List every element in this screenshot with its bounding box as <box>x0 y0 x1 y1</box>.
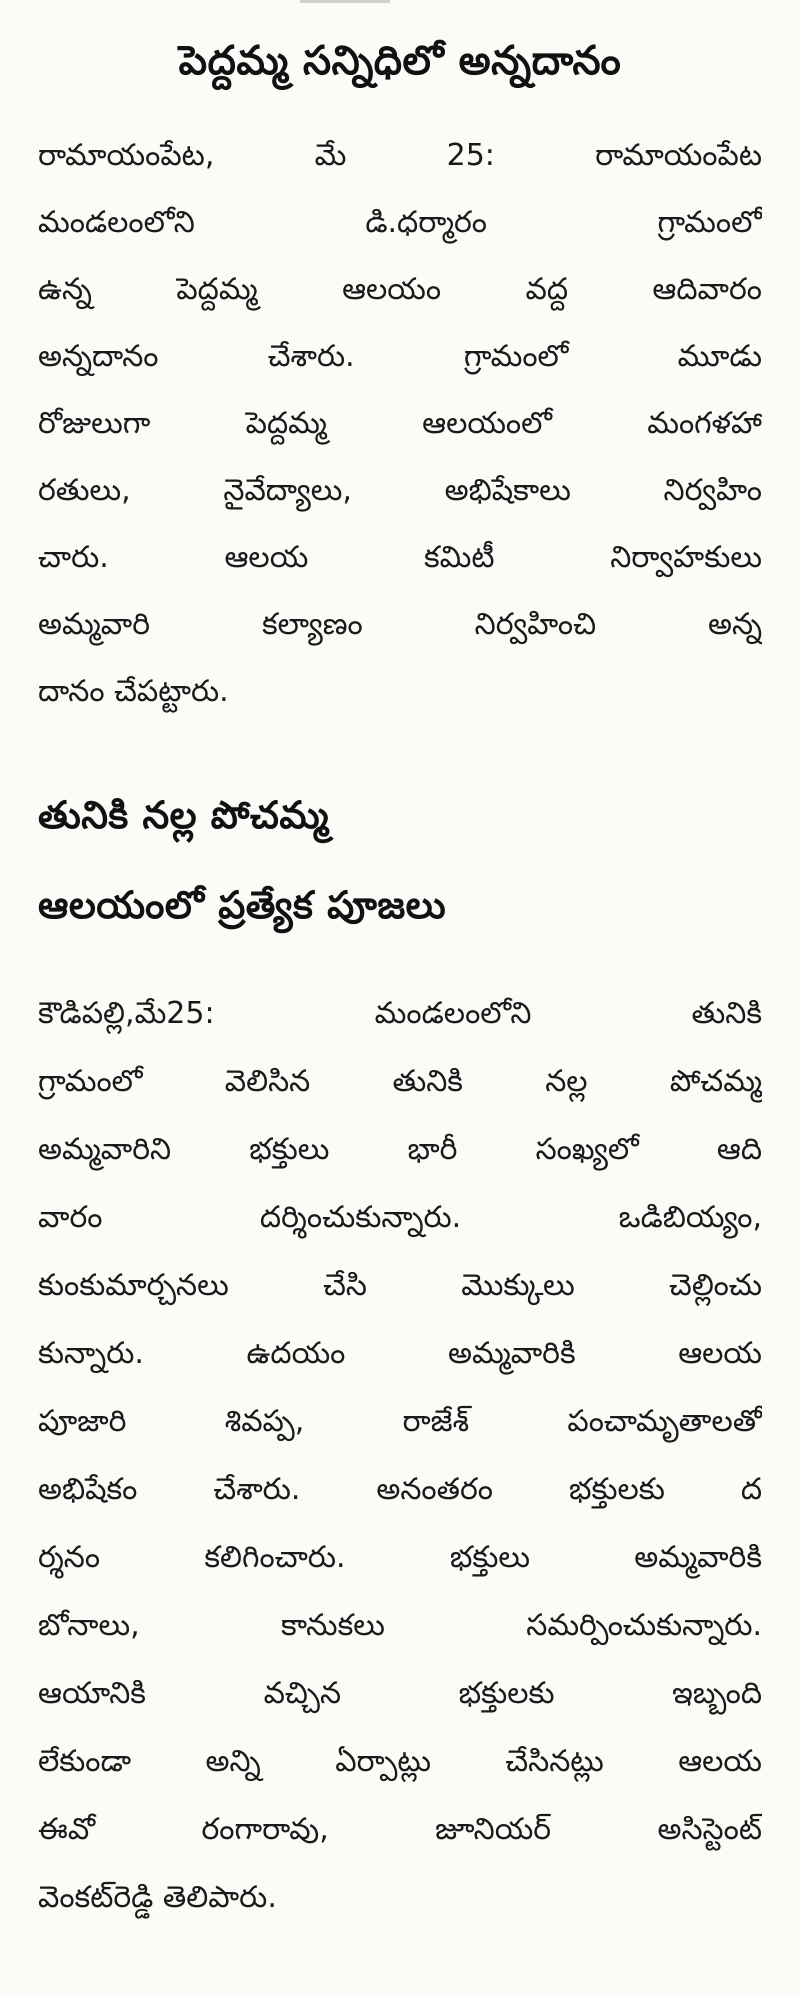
article1-line: మండలంలోని డి.ధర్మారం గ్రామంలో <box>38 205 762 240</box>
article1-line: రతులు, నైవేద్యాలు, అభిషేకాలు నిర్వహిం <box>38 473 762 508</box>
article2-line: వెంకట్‌రెడ్డి తెలిపారు. <box>38 1880 277 1915</box>
article2-line: కుంకుమార్చనలు చేసి మొక్కులు చెల్లించు <box>38 1268 762 1303</box>
article1-headline: పెద్దమ్మ సన్నిధిలో అన్నదానం <box>178 38 622 84</box>
article2-line: గ్రామంలో వెలిసిన తునికి నల్ల పోచమ్మ <box>38 1064 762 1099</box>
article2-line: ఆయానికి వచ్చిన భక్తులకు ఇబ్బంది <box>38 1676 762 1711</box>
article2-line: ర్శనం కలిగించారు. భక్తులు అమ్మవారికి <box>38 1540 762 1575</box>
article1-line: రామాయంపేట, మే 25: రామాయంపేట <box>38 138 762 173</box>
article1-line: రోజులుగా పెద్దమ్మ ఆలయంలో మంగళహా <box>38 406 762 441</box>
article2-line: అభిషేకం చేశారు. అనంతరం భక్తులకు ద <box>38 1472 762 1507</box>
article2-line: ఈవో రంగారావు, జూనియర్ అసిస్టెంట్ <box>38 1812 762 1847</box>
article1-line: దానం చేపట్టారు. <box>38 674 229 709</box>
article2-line: కున్నారు. ఉదయం అమ్మవారికి ఆలయ <box>38 1336 762 1371</box>
article2-body <box>38 980 762 1932</box>
article1-line: ఉన్న పెద్దమ్మ ఆలయం వద్ద ఆదివారం <box>38 272 762 307</box>
clipping-edge-mark <box>300 0 390 11</box>
article1-line: అమ్మవారి కల్యాణం నిర్వహించి అన్న <box>38 607 762 642</box>
article2-line: పూజారి శివప్ప, రాజేశ్ పంచామృతాలతో <box>38 1404 762 1439</box>
article1-line: చారు. ఆలయ కమిటీ నిర్వాహకులు <box>38 540 762 575</box>
article2-headline-line2: ఆలయంలో ప్రత్యేక పూజలు <box>38 883 447 927</box>
article2-line: కౌడిపల్లి,మే25: మండలంలోని తునికి <box>38 996 762 1031</box>
article2-line: లేకుండా అన్ని ఏర్పాట్లు చేసినట్లు ఆలయ <box>38 1744 762 1779</box>
article2-line: అమ్మవారిని భక్తులు భారీ సంఖ్యలో ఆది <box>38 1132 762 1167</box>
article2-line: వారం దర్శించుకున్నారు. ఒడిబియ్యం, <box>38 1200 762 1235</box>
article1-body <box>38 122 762 725</box>
article1-line: అన్నదానం చేశారు. గ్రామంలో మూడు <box>38 339 762 374</box>
article2-line: బోనాలు, కానుకలు సమర్పించుకున్నారు. <box>38 1608 762 1643</box>
article2-headline-line1: తునికి నల్ల పోచమ్మ <box>38 793 329 837</box>
